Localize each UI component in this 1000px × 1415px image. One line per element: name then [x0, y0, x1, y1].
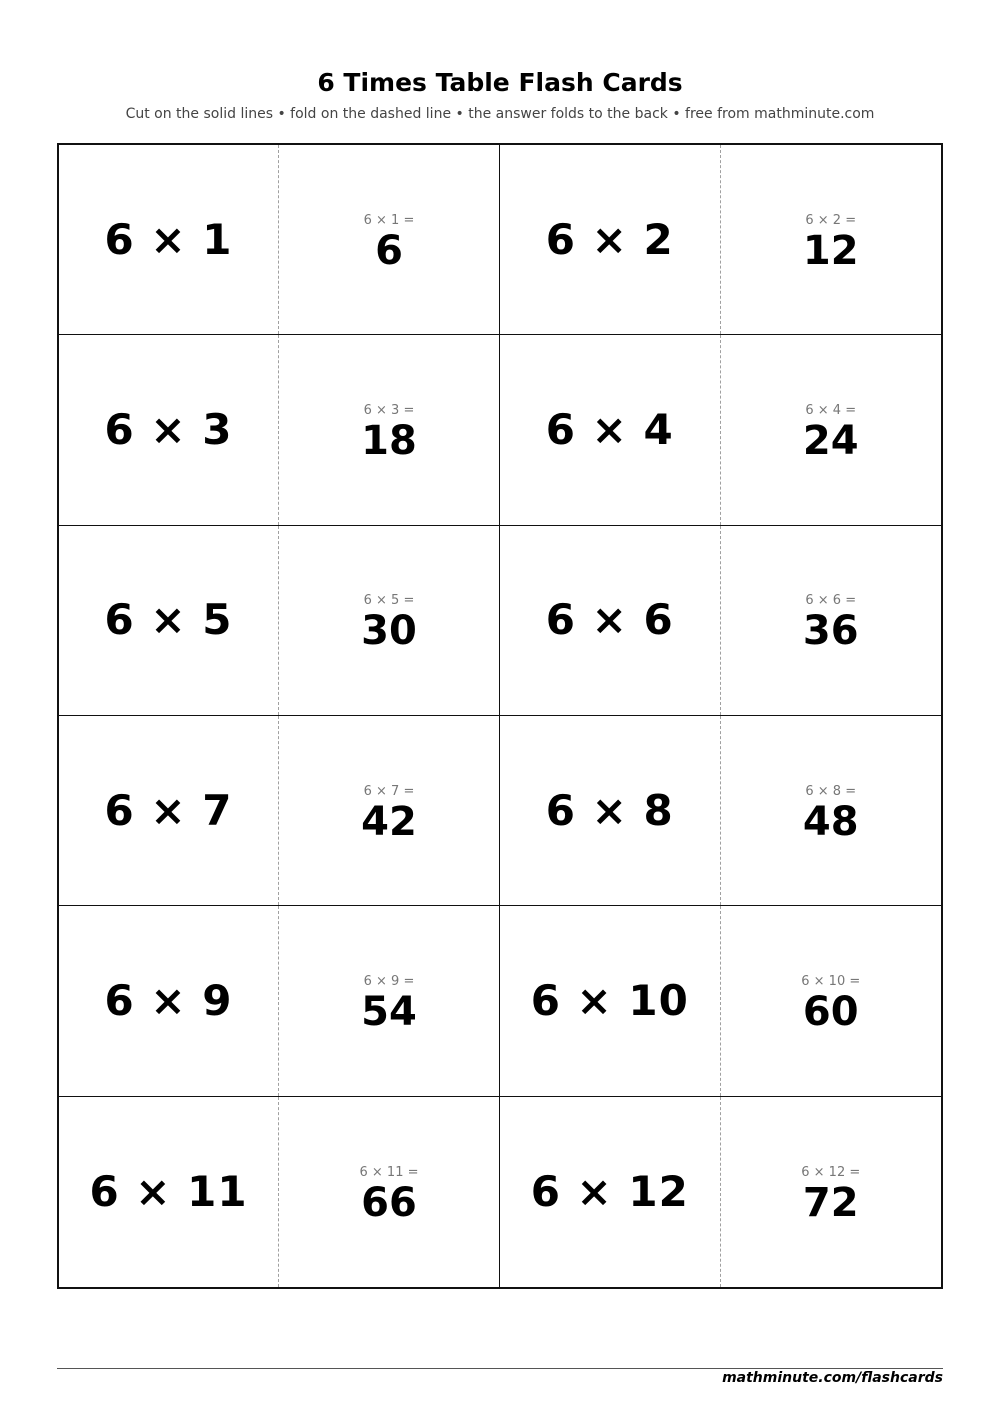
- card-question: 6 × 9: [104, 975, 233, 1025]
- card-hint: 6 × 7 =: [363, 783, 415, 799]
- card-hint: 6 × 1 =: [363, 212, 415, 228]
- card-hint: 6 × 8 =: [805, 783, 857, 799]
- card-back: [279, 716, 499, 905]
- card-question: 6 × 3: [104, 404, 233, 454]
- flash-card: [500, 906, 941, 1096]
- card-front: [59, 716, 279, 905]
- page-title: 6 Times Table Flash Cards: [317, 68, 683, 97]
- card-front: [500, 335, 721, 524]
- flash-card: [500, 526, 941, 716]
- card-answer: 72: [802, 1179, 859, 1226]
- card-front: [500, 1097, 721, 1287]
- card-question: 6 × 10: [530, 975, 689, 1025]
- card-back: [279, 145, 499, 334]
- flash-card: [500, 335, 941, 525]
- flash-card: [500, 145, 941, 335]
- card-question: 6 × 1: [104, 214, 233, 264]
- card-question: 6 × 2: [545, 214, 674, 264]
- flash-card: [59, 145, 500, 335]
- card-back: [721, 145, 942, 334]
- card-hint: 6 × 4 =: [805, 402, 857, 418]
- card-back: [279, 335, 499, 524]
- card-answer: 24: [802, 417, 859, 464]
- card-answer: 54: [361, 988, 417, 1035]
- card-front: [500, 716, 721, 905]
- flash-card: [500, 716, 941, 906]
- card-question: 6 × 4: [545, 404, 674, 454]
- card-hint: 6 × 2 =: [805, 212, 857, 228]
- card-front: [500, 906, 721, 1095]
- flash-card: [59, 716, 500, 906]
- card-front: [500, 526, 721, 715]
- card-front: [500, 145, 721, 334]
- card-answer: 36: [802, 608, 859, 655]
- flash-card: [59, 335, 500, 525]
- footer-url: mathminute.com/flashcards: [722, 1370, 943, 1386]
- instructions-subtitle: Cut on the solid lines • fold on the dashed line • the answer folds to the back • free from mathminute.com: [125, 106, 875, 122]
- card-answer: 60: [802, 988, 859, 1035]
- flash-card: [59, 526, 500, 716]
- flash-card: [500, 1097, 941, 1287]
- flash-card: [59, 1097, 500, 1287]
- card-hint: 6 × 11 =: [359, 1164, 419, 1180]
- card-answer: 66: [361, 1179, 417, 1226]
- card-question: 6 × 8: [545, 785, 674, 835]
- card-question: 6 × 7: [104, 785, 233, 835]
- card-front: [59, 906, 279, 1095]
- card-hint: 6 × 5 =: [363, 593, 415, 609]
- card-hint: 6 × 6 =: [805, 593, 857, 609]
- flash-card: [59, 906, 500, 1096]
- flash-card-grid: [57, 143, 943, 1289]
- card-back: [721, 335, 942, 524]
- card-hint: 6 × 9 =: [363, 973, 415, 989]
- card-answer: 12: [802, 227, 859, 274]
- card-question: 6 × 5: [104, 595, 233, 645]
- card-front: [59, 1097, 279, 1287]
- card-back: [721, 1097, 942, 1287]
- card-back: [279, 526, 499, 715]
- card-hint: 6 × 3 =: [363, 402, 415, 418]
- card-answer: 6: [375, 227, 403, 274]
- card-question: 6 × 11: [89, 1166, 248, 1216]
- card-back: [721, 906, 942, 1095]
- card-question: 6 × 12: [530, 1166, 689, 1216]
- card-front: [59, 335, 279, 524]
- card-answer: 42: [361, 798, 417, 845]
- card-question: 6 × 6: [545, 595, 674, 645]
- card-hint: 6 × 12 =: [801, 1164, 861, 1180]
- card-back: [279, 906, 499, 1095]
- card-answer: 48: [802, 798, 859, 845]
- card-answer: 18: [361, 417, 417, 464]
- card-hint: 6 × 10 =: [801, 973, 861, 989]
- card-front: [59, 145, 279, 334]
- card-back: [721, 716, 942, 905]
- card-answer: 30: [361, 608, 417, 655]
- card-front: [59, 526, 279, 715]
- card-back: [721, 526, 942, 715]
- card-back: [279, 1097, 499, 1287]
